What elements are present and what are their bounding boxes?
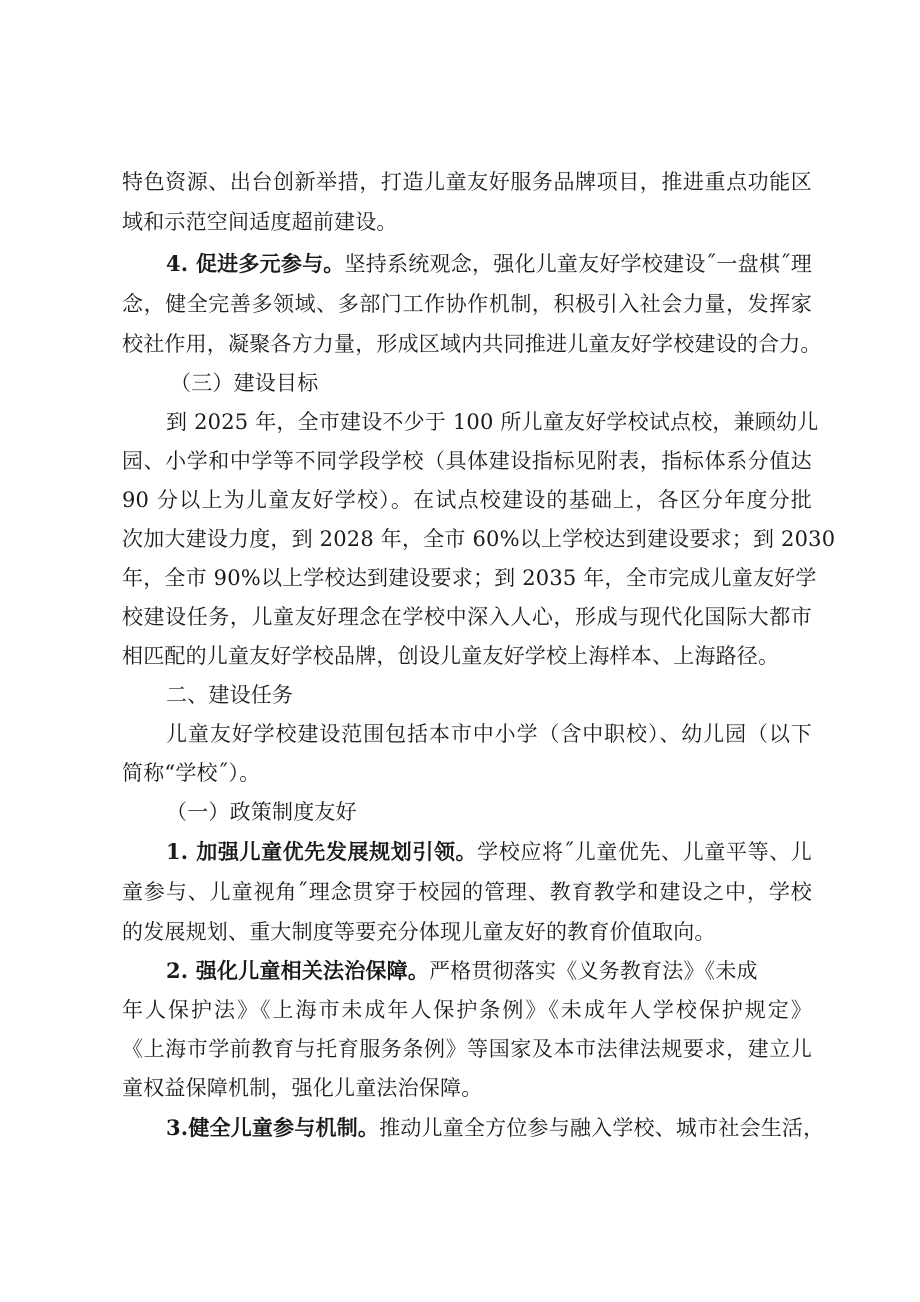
section-heading: （三）建设目标	[170, 371, 319, 395]
text-line	[166, 837, 812, 867]
text-line	[166, 249, 812, 279]
text-line: 年人保护法》《上海市未成年人保护条例》《未成年人学校保护规定》	[122, 998, 812, 1022]
text-line: 童参与、儿童视角˝理念贯穿于校园的管理、教育教学和建设之中，学校	[122, 880, 812, 904]
text-line: 域和示范空间适度超前建设。	[122, 210, 398, 234]
text-line: 简称“学校˝）。	[122, 761, 261, 785]
text-line: 年，全市 90%以上学校达到建设要求；到 2035 年，全市完成儿童友好学	[122, 566, 817, 590]
text-line: 的发展规划、重大制度等要充分体现儿童友好的教育价值取向。	[122, 920, 716, 944]
section-heading: （一）政策制度友好	[166, 800, 357, 824]
section-heading: 二、建设任务	[166, 683, 294, 707]
text-line	[166, 1113, 825, 1143]
text-line: 《上海市学前教育与托育服务条例》等国家及本市法律法规要求，建立儿	[122, 1037, 812, 1061]
text-line: 园、小学和中学等不同学段学校（具体建设指标见附表，指标体系分值达	[122, 449, 812, 473]
text-line	[166, 956, 806, 986]
text-line: 童权益保障机制，强化儿童法治保障。	[122, 1076, 483, 1100]
text-line: 校建设任务，儿童友好理念在学校中深入人心，形成与现代化国际大都市	[122, 605, 812, 629]
item-heading: 1. 加强儿童优先发展规划引领。	[166, 839, 478, 864]
item-heading: 3.健全儿童参与机制。	[166, 1115, 380, 1140]
text-line: 次加大建设力度，到 2028 年，全市 60%以上学校达到建设要求；到 2030	[122, 527, 836, 551]
text-line: 儿童友好学校建设范围包括本市中小学（含中职校）、幼儿园（以下	[166, 722, 812, 746]
item-heading: 4. 促进多元参与。	[166, 251, 345, 276]
item-text: 严格贯彻落实《义务教育法》《未成	[429, 959, 758, 983]
text-line: 校社作用，凝聚各方力量，形成区域内共同推进儿童友好学校建设的合力。	[122, 332, 822, 356]
item-heading: 2. 强化儿童相关法治保障。	[166, 958, 430, 983]
text-line: 90 分以上为儿童友好学校）。在试点校建设的基础上，各区分年度分批	[122, 488, 812, 512]
text-line: 到 2025 年，全市建设不少于 100 所儿童友好学校试点校，兼顾幼儿	[166, 410, 819, 434]
text-line: 念，健全完善多领域、多部门工作协作机制，积极引入社会力量，发挥家	[122, 292, 812, 316]
text-line: 特色资源、出台创新举措，打造儿童友好服务品牌项目，推进重点功能区	[122, 170, 812, 194]
item-text: 学校应将˝儿童优先、儿童平等、儿	[477, 840, 813, 864]
item-text: 坚持系统观念，强化儿童友好学校建设˝一盘棋˝理	[344, 252, 812, 276]
item-text: 推动儿童全方位参与融入学校、城市社会生活，	[379, 1116, 825, 1140]
text-line: 相匹配的儿童友好学校品牌，创设儿童友好学校上海样本、上海路径。	[122, 644, 780, 668]
